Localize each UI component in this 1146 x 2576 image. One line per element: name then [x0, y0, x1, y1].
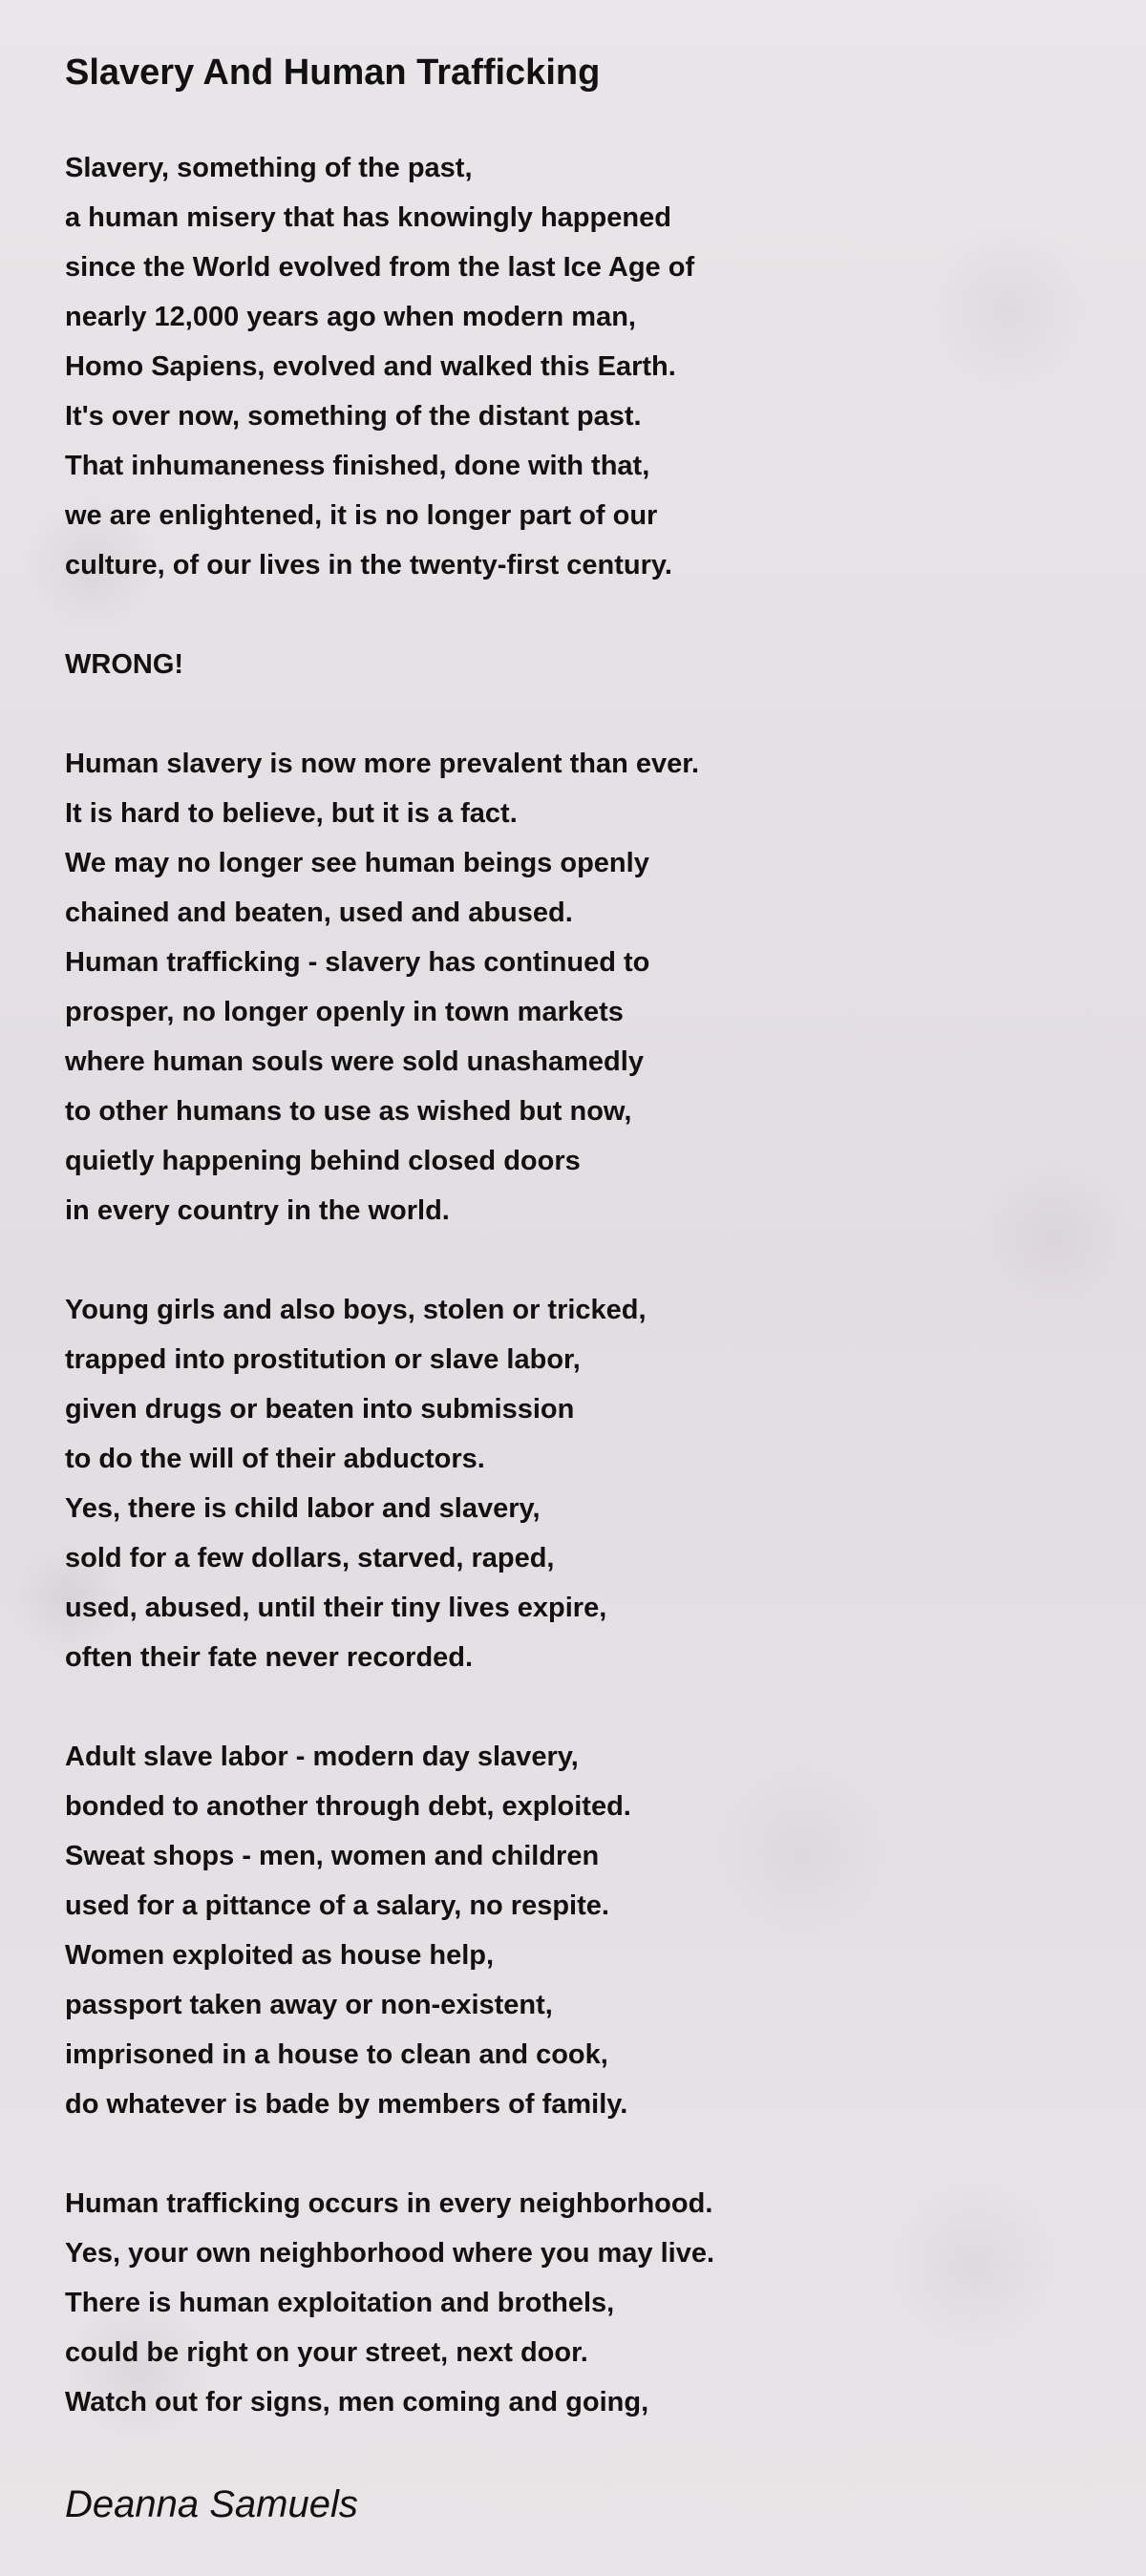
poem-line: culture, of our lives in the twenty-first century. [65, 550, 672, 581]
poem-title: Slavery And Human Trafficking [65, 53, 601, 93]
stanza-break [65, 1682, 1020, 1732]
poem-line: used, abused, until their tiny lives expire, [65, 1593, 607, 1623]
poem-line: to other humans to use as wished but now, [65, 1096, 632, 1127]
poem-line: Human slavery is now more prevalent than ever. [65, 749, 700, 779]
poem-line: Sweat shops - men, women and children [65, 1841, 600, 1871]
poem-line: It's over now, something of the distant past. [65, 401, 642, 432]
poem-line: could be right on your street, next door. [65, 2337, 588, 2368]
poem-line: given drugs or beaten into submission [65, 1394, 575, 1425]
stanza-break [65, 2129, 1020, 2179]
poem-line: do whatever is bade by members of family. [65, 2089, 628, 2120]
poem-line: Yes, your own neighborhood where you may live. [65, 2238, 715, 2269]
poem-line: That inhumaneness finished, done with that, [65, 451, 650, 481]
poem-line: in every country in the world. [65, 1195, 450, 1226]
poem-line: quietly happening behind closed doors [65, 1146, 581, 1176]
poem-line: Women exploited as house help, [65, 1940, 495, 1971]
poem-line: passport taken away or non-existent, [65, 1990, 553, 2020]
poem-line: WRONG! [65, 649, 184, 680]
poem-line: a human misery that has knowingly happened [65, 202, 671, 233]
poem-line: Yes, there is child labor and slavery, [65, 1493, 541, 1524]
poem-line: we are enlightened, it is no longer part of our [65, 500, 658, 531]
poem-line: It is hard to believe, but it is a fact. [65, 798, 518, 829]
poem-line: Watch out for signs, men coming and going, [65, 2387, 649, 2418]
poem-line: trapped into prostitution or slave labor, [65, 1344, 581, 1375]
poem-line: Slavery, something of the past, [65, 153, 473, 183]
poem-body [65, 143, 1020, 2427]
poem-line: prosper, no longer openly in town markets [65, 997, 624, 1027]
poem-line: Human trafficking occurs in every neighborhood. [65, 2188, 713, 2219]
poem-line: often their fate never recorded. [65, 1642, 474, 1673]
poem-line: since the World evolved from the last Ice Age of [65, 252, 695, 283]
poem-line: chained and beaten, used and abused. [65, 897, 573, 928]
poem-line: to do the will of their abductors. [65, 1444, 485, 1474]
poem-line: imprisoned in a house to clean and cook, [65, 2039, 608, 2070]
stanza-break [65, 689, 1020, 739]
poem-line: used for a pittance of a salary, no respite. [65, 1890, 609, 1921]
stanza-break [65, 1235, 1020, 1285]
poem-author: Deanna Samuels [65, 2483, 358, 2525]
poem-line: Homo Sapiens, evolved and walked this Earth. [65, 351, 676, 382]
poem-line: sold for a few dollars, starved, raped, [65, 1543, 555, 1573]
stanza-break [65, 590, 1020, 640]
poem-line: Young girls and also boys, stolen or tricked, [65, 1295, 647, 1325]
poem-line: nearly 12,000 years ago when modern man, [65, 302, 636, 332]
poem-line: bonded to another through debt, exploited. [65, 1791, 631, 1822]
poem-line: There is human exploitation and brothels, [65, 2288, 615, 2318]
poem-line: Adult slave labor - modern day slavery, [65, 1742, 579, 1772]
poem-line: We may no longer see human beings openly [65, 848, 649, 878]
poem-line: Human trafficking - slavery has continued to [65, 947, 650, 978]
poem-line: where human souls were sold unashamedly [65, 1046, 644, 1077]
